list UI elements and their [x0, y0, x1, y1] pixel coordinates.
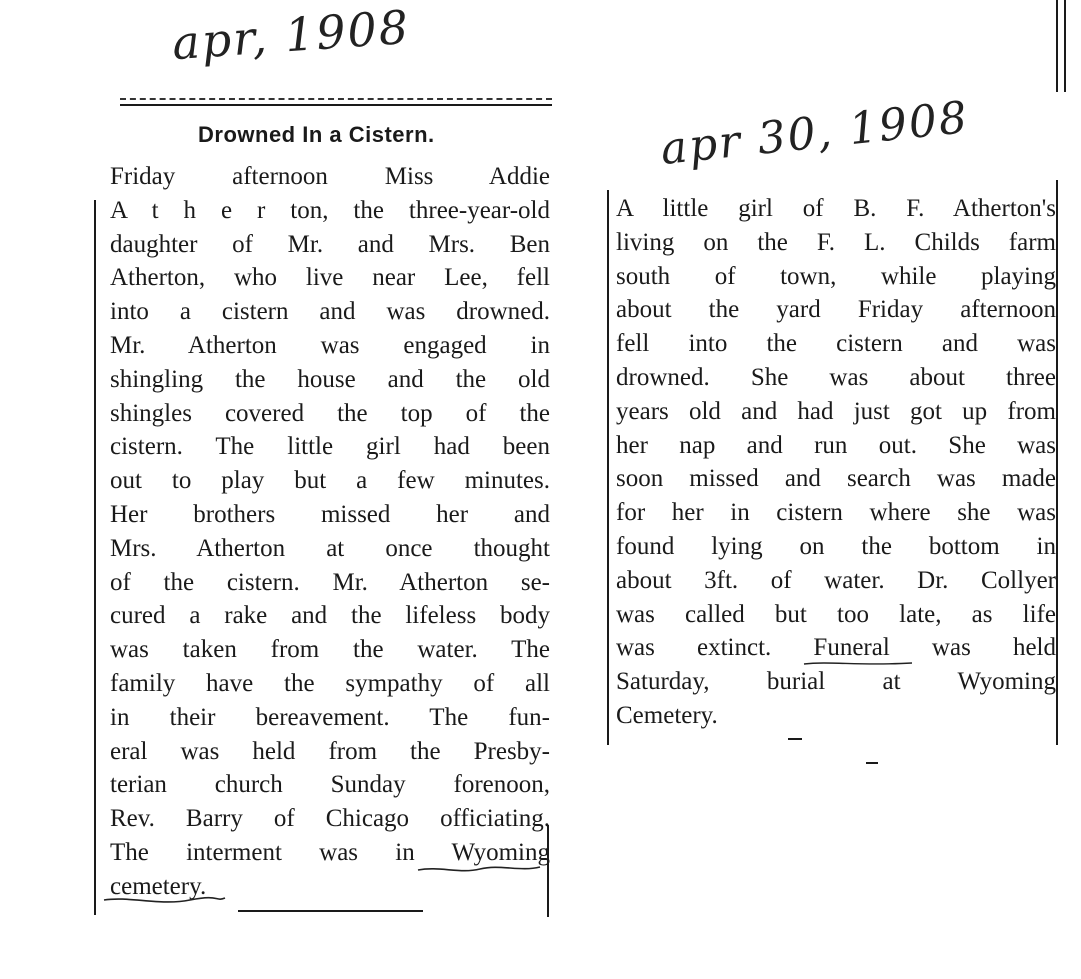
handwritten-date-right: apr 30, 1908: [658, 91, 972, 176]
article-line: cemetery.: [110, 872, 207, 900]
article-line: was taken from the water. The: [110, 636, 550, 664]
article-line: cistern. The little girl had been: [110, 433, 550, 461]
handwritten-date-left: apr, 1908: [170, 0, 412, 71]
article-line: Mr. Atherton was engaged in: [110, 331, 550, 359]
article-line: about 3ft. of water. Dr. Collyer: [616, 566, 1056, 594]
article-line: A t h e r ton, the three-year-old: [110, 196, 550, 224]
article-line: found lying on the bottom in: [616, 532, 1056, 560]
article-line: Cemetery.: [616, 701, 718, 729]
right-clipping-right-border: [1056, 180, 1058, 745]
article-line: fell into the cistern and was: [616, 330, 1056, 358]
article-line: shingles covered the top of the: [110, 399, 550, 427]
stray-mark: [788, 738, 802, 740]
article-line: her nap and run out. She was: [616, 431, 1056, 459]
article-line: daughter of Mr. and Mrs. Ben: [110, 230, 550, 258]
article-line: was extinct. Funeral was held: [616, 634, 1056, 662]
article-line: was called but too late, as life: [616, 600, 1056, 628]
article-line: cured a rake and the lifeless body: [110, 602, 550, 630]
article-line: out to play but a few minutes.: [110, 467, 550, 495]
article-line: eral was held from the Presby-: [110, 737, 550, 765]
article-line: soon missed and search was made: [616, 465, 1056, 493]
article-line: into a cistern and was drowned.: [110, 298, 550, 326]
article-line: The interment was in Wyoming: [110, 838, 550, 866]
article-line: Saturday, burial at Wyoming: [616, 668, 1056, 696]
top-rule-dashed: [120, 98, 552, 100]
article-line: south of town, while playing: [616, 262, 1056, 290]
article-line: Mrs. Atherton at once thought: [110, 534, 550, 562]
headline: Drowned In a Cistern.: [198, 122, 435, 147]
article-line: about the yard Friday afternoon: [616, 296, 1056, 324]
article-line: drowned. She was about three: [616, 363, 1056, 391]
article-line: terian church Sunday forenoon,: [110, 771, 550, 799]
article-line: Rev. Barry of Chicago officiating.: [110, 805, 550, 833]
left-clipping-left-border: [94, 200, 96, 915]
right-clipping-body: [616, 192, 1056, 733]
article-line: of the cistern. Mr. Atherton se-: [110, 568, 550, 596]
article-line: Friday afternoon Miss Addie: [110, 163, 550, 190]
top-rule: [120, 104, 552, 106]
edge-column-rule-left: [1056, 0, 1058, 92]
edge-column-rule-right: [1064, 0, 1066, 92]
article-line: living on the F. L. Childs farm: [616, 228, 1056, 256]
left-clipping-body: [110, 160, 550, 904]
article-line: for her in cistern where she was: [616, 499, 1056, 527]
handwritten-underline-left: [100, 862, 550, 912]
article-line: in their bereavement. The fun-: [110, 703, 550, 731]
article-line: A little girl of B. F. Atherton's: [616, 195, 1056, 222]
article-line: Her brothers missed her and: [110, 500, 550, 528]
article-line: years old and had just got up from: [616, 397, 1056, 425]
right-clipping-left-border: [607, 190, 609, 745]
stray-mark: [866, 762, 878, 764]
article-line: shingling the house and the old: [110, 365, 550, 393]
article-line: Atherton, who live near Lee, fell: [110, 264, 550, 292]
article-line: family have the sympathy of all: [110, 669, 550, 697]
